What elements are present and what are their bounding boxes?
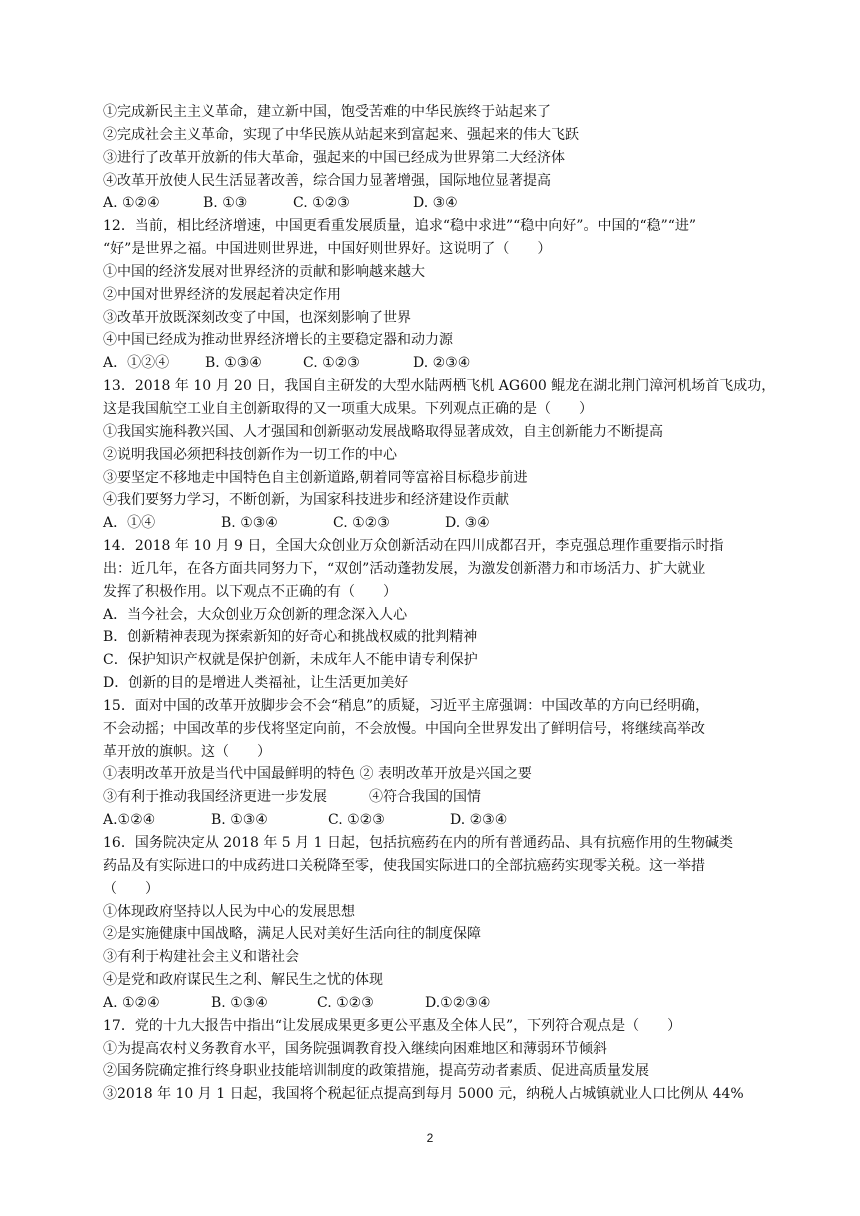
answer-option[interactable]: D. ②③④ [413, 355, 471, 372]
statement-line: ④是党和政府谋民生之利、解民生之忧的体现 [103, 972, 383, 989]
statement-line: ③改革开放既深刻改变了中国，也深刻影响了世界 [103, 309, 411, 326]
answer-option[interactable]: A．①④ [103, 515, 156, 532]
statement-line: ①表明改革开放是当代中国最鲜明的特色 ② 表明改革开放是兴国之要 [103, 766, 532, 783]
answer-options [103, 992, 763, 1015]
statement-line: ③有利于构建社会主义和谐社会 [103, 949, 299, 966]
exam-content [103, 101, 776, 1106]
answer-options [103, 809, 763, 832]
question-stem-line: 16．国务院决定从 2018 年 5 月 1 日起，包括抗癌药在内的所有普通药品、具有抗癌作用的生物碱类 [103, 835, 733, 851]
page-number: 2 [426, 1131, 434, 1145]
answer-option[interactable]: D.①②③④ [425, 994, 491, 1011]
question-stem-line: 出：近几年，在各方面共同努力下，“双创”活动蓬勃发展，为激发创新潜力和市场活力、扩大就业 [103, 560, 706, 577]
answer-option[interactable]: C. ①②③ [303, 355, 360, 372]
question-q13 [103, 375, 776, 535]
statement-line: ④改革开放使人民生活显著改善，综合国力显著增强，国际地位显著提高 [103, 172, 551, 189]
question-stem-line: 17．党的十九大报告中指出“让发展成果更多更公平惠及全体人民”，下列符合观点是（ ） [103, 1017, 682, 1034]
statement-line: D．创新的目的是增进人类福祉，让生活更加美好 [103, 675, 409, 692]
question-q12 [103, 215, 763, 375]
statement-line: ②说明我国必须把科技创新作为一切工作的中心 [103, 446, 397, 463]
question-stem-line: 这是我国航空工业自主创新取得的又一项重大成果。下列观点正确的是（ ） [103, 400, 593, 417]
statement-line: ③要坚定不移地走中国特色自主创新道路,朝着同等富裕目标稳步前进 [103, 469, 528, 486]
statement-line: ③2018 年 10 月 1 日起，我国将个税起征点提高到每月 5000 元，纳税人占城镇就业人口比例从 44% [103, 1086, 744, 1103]
question-stem-line: 14．2018 年 10 月 9 日，全国大众创业万众创新活动在四川成都召开，李克强总理作重要指示时指 [103, 538, 724, 555]
answer-option[interactable]: B. ①③④ [211, 994, 268, 1011]
answer-option[interactable]: D. ③④ [445, 515, 490, 532]
answer-option[interactable]: D. ③④ [413, 195, 458, 212]
statement-line: ④我们要努力学习，不断创新，为国家科技进步和经济建设作贡献 [103, 492, 509, 509]
statement-line: ②完成社会主义革命，实现了中华民族从站起来到富起来、强起来的伟大飞跃 [103, 126, 579, 143]
statement-line: ①完成新民主主义革命，建立新中国，饱受苦难的中华民族终于站起来了 [103, 104, 551, 120]
question-q16 [103, 832, 763, 1015]
answer-option[interactable]: C. ①②③ [333, 515, 390, 532]
answer-option[interactable]: B. ①③ [203, 195, 248, 212]
answer-option[interactable]: B. ①③④ [211, 812, 268, 829]
question-q15 [103, 695, 763, 832]
answer-options [103, 192, 763, 215]
answer-option[interactable]: C. ①②③ [328, 812, 385, 829]
statement-line: ④中国已经成为推动世界经济增长的主要稳定器和动力源 [103, 332, 453, 349]
statement-line: ②是实施健康中国战略，满足人民对美好生活向往的制度保障 [103, 926, 481, 943]
question-q11 [103, 101, 763, 215]
answer-options [103, 352, 763, 375]
question-q14 [103, 535, 763, 695]
question-stem-line: “好”是世界之福。中国进则世界进，中国好则世界好。这说明了（ ） [103, 241, 552, 258]
answer-option[interactable]: B. ①③④ [205, 355, 262, 372]
statement-line: C．保护知识产权就是保护创新，未成年人不能申请专利保护 [103, 652, 478, 669]
answer-option[interactable]: A. ①②④ [103, 195, 160, 212]
question-stem-line: 药品及有实际进口的中成药进口关税降至零，使我国实际进口的全部抗癌药实现零关税。这一举措 [103, 857, 705, 874]
statement-line: A．当今社会，大众创业万众创新的理念深入人心 [103, 606, 408, 623]
question-stem-line: 革开放的旗帜。这（ ） [103, 743, 271, 760]
question-stem-line: 13．2018 年 10 月 20 日，我国自主研发的大型水陆两栖飞机 AG600 鲲龙在湖北荆门漳河机场首飞成功， [103, 378, 776, 395]
statement-line: ②国务院确定推行终身职业技能培训制度的政策措施，提高劳动者素质、促进高质量发展 [103, 1063, 649, 1080]
answer-options [103, 512, 763, 535]
question-stem-line: （ ） [103, 880, 159, 897]
statement-line: ①中国的经济发展对世界经济的贡献和影响越来越大 [103, 263, 425, 280]
statement-line: ①我国实施科教兴国、人才强国和创新驱动发展战略取得显著成效，自主创新能力不断提高 [103, 423, 663, 440]
statement-line: B．创新精神表现为探索新知的好奇心和挑战权威的批判精神 [103, 629, 478, 646]
answer-option[interactable]: A．①②④ [103, 355, 170, 372]
answer-option[interactable]: C. ①②③ [293, 195, 350, 212]
statement-line: ③进行了改革开放新的伟大革命，强起来的中国已经成为世界第二大经济体 [103, 149, 565, 166]
answer-option[interactable]: D. ②③④ [450, 812, 508, 829]
statement-line: ③有利于推动我国经济更进一步发展 ④符合我国的国情 [103, 789, 481, 806]
question-q17 [103, 1015, 763, 1106]
answer-option[interactable]: B. ①③④ [221, 515, 278, 532]
answer-option[interactable]: C. ①②③ [317, 994, 374, 1011]
question-stem-line: 不会动摇；中国改革的步伐将坚定向前，不会放慢。中国向全世界发出了鲜明信号，将继续高举改 [103, 720, 705, 737]
statement-line: ①体现政府坚持以人民为中心的发展思想 [103, 903, 355, 920]
statement-line: ②中国对世界经济的发展起着决定作用 [103, 286, 341, 303]
answer-option[interactable]: A.①②④ [103, 812, 156, 829]
answer-option[interactable]: A. ①②④ [103, 994, 160, 1011]
question-stem-line: 12．当前，相比经济增速，中国更看重发展质量，追求“稳中求进”“稳中向好”。中国的“稳”“进” [103, 218, 697, 235]
statement-line: ①为提高农村义务教育水平，国务院强调教育投入继续向困难地区和薄弱环节倾斜 [103, 1040, 607, 1057]
question-stem-line: 发挥了积极作用。以下观点不正确的有（ ） [103, 583, 397, 600]
question-stem-line: 15．面对中国的改革开放脚步会不会“稍息”的质疑，习近平主席强调：中国改革的方向已经明确， [103, 697, 710, 714]
